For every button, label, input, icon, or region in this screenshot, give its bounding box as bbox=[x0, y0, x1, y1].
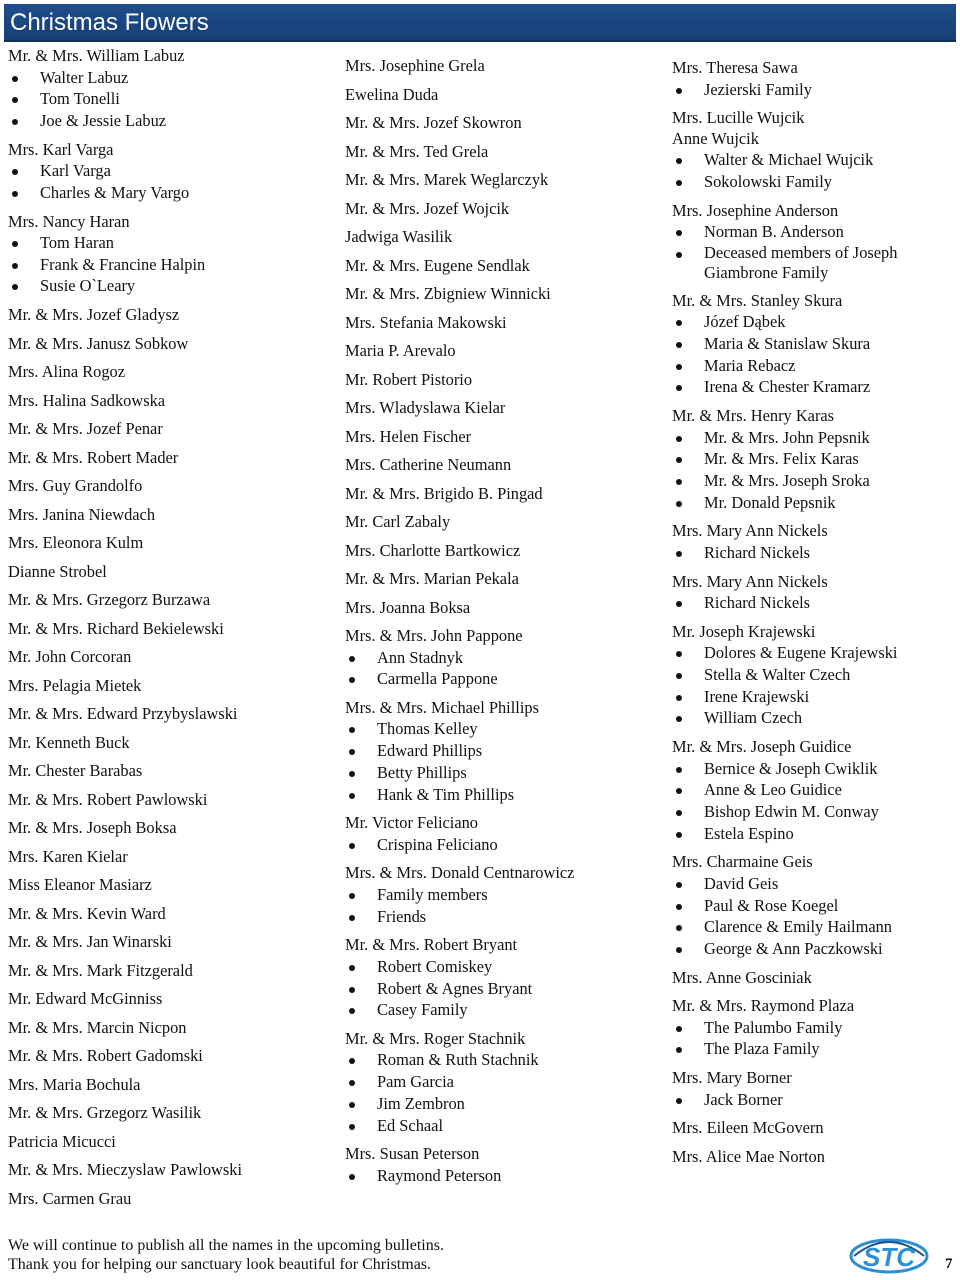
in-memory-of-name: David Geis bbox=[672, 873, 957, 895]
in-memory-of-name: Mr. & Mrs. Felix Karas bbox=[672, 448, 957, 470]
donor-entry bbox=[8, 419, 328, 440]
donor-entry bbox=[8, 790, 328, 811]
donor-name: Mrs. Janina Niewdach bbox=[8, 504, 156, 524]
in-memory-of-name: The Plaza Family bbox=[672, 1038, 957, 1060]
donor-name: Mr. & Mrs. Robert Mader bbox=[8, 447, 179, 467]
donor-entry bbox=[345, 370, 665, 391]
donor-entry bbox=[345, 626, 665, 690]
in-memory-of-name: Estela Espino bbox=[672, 823, 957, 845]
donor-entry bbox=[672, 1118, 957, 1139]
donor-name: Mr. & Mrs. Janusz Sobkow bbox=[8, 333, 189, 353]
in-memory-of-name: Anne & Leo Guidice bbox=[672, 779, 957, 801]
in-memory-of-list bbox=[8, 67, 328, 132]
donor-name: Ewelina Duda bbox=[345, 84, 439, 104]
donor-name: Mr. Chester Barabas bbox=[8, 761, 143, 781]
donor-entry bbox=[345, 512, 665, 533]
donor-name: Mr. & Mrs. Joseph Guidice bbox=[672, 737, 852, 757]
donor-name: Mr. & Mrs. Robert Gadomski bbox=[8, 1046, 203, 1066]
donor-name: Mrs. Maria Bochula bbox=[8, 1074, 141, 1094]
in-memory-of-list bbox=[672, 149, 957, 192]
in-memory-of-name: Family members bbox=[345, 884, 665, 906]
donor-entry bbox=[8, 932, 328, 953]
donor-entry bbox=[672, 622, 957, 729]
donor-entry bbox=[8, 362, 328, 383]
in-memory-of-name: Dolores & Eugene Krajewski bbox=[672, 642, 957, 664]
in-memory-of-name: The Palumbo Family bbox=[672, 1017, 957, 1039]
donor-name: Mrs. Catherine Neumann bbox=[345, 455, 512, 474]
donor-entry bbox=[345, 142, 665, 163]
in-memory-of-name: Richard Nickels bbox=[672, 542, 957, 564]
donor-name: Mrs. Halina Sadkowska bbox=[8, 390, 166, 410]
in-memory-of-list bbox=[672, 1089, 957, 1111]
donor-name: Mr. Edward McGinniss bbox=[8, 989, 163, 1009]
in-memory-of-name: Walter & Michael Wujcik bbox=[672, 149, 957, 171]
in-memory-of-name: Irena & Chester Kramarz bbox=[672, 376, 957, 398]
donor-name: Mr. & Mrs. Jozef Penar bbox=[8, 419, 163, 439]
donor-name: Mrs. Eleonora Kulm bbox=[8, 533, 144, 553]
donor-entry bbox=[8, 1103, 328, 1124]
donor-entry bbox=[672, 1147, 957, 1168]
in-memory-of-name: Tom Tonelli bbox=[8, 88, 328, 110]
donor-entry bbox=[672, 852, 957, 959]
donor-entry bbox=[672, 1068, 957, 1110]
donor-entry bbox=[345, 398, 665, 419]
footer-note bbox=[8, 1236, 444, 1274]
in-memory-of-name: Józef Dąbek bbox=[672, 311, 957, 333]
in-memory-of-name: Bishop Edwin M. Conway bbox=[672, 801, 957, 823]
donor-name: Mr. & Mrs. Marek Weglarczyk bbox=[345, 170, 549, 189]
stc-logo-icon bbox=[848, 1226, 930, 1276]
donor-name: Mrs. & Mrs. Michael Phillips bbox=[345, 697, 539, 717]
donor-entry bbox=[345, 341, 665, 362]
donor-name: Mr. & Mrs. Eugene Sendlak bbox=[345, 255, 530, 275]
donor-name: Mrs. Alina Rogoz bbox=[8, 362, 126, 382]
in-memory-of-name: Jezierski Family bbox=[672, 79, 957, 101]
donor-name: Dianne Strobel bbox=[8, 561, 107, 581]
donor-entry bbox=[345, 569, 665, 590]
footer-line-1: We will continue to publish all the names in the upcoming bulletins. bbox=[8, 1237, 444, 1254]
donor-entry bbox=[8, 391, 328, 412]
donor-entry bbox=[672, 406, 957, 513]
donor-name: Mrs. Nancy Haran bbox=[8, 211, 130, 231]
donor-name: Mr. & Mrs. Zbigniew Winnicki bbox=[345, 284, 551, 303]
donor-name: Mr. & Mrs. Joseph Boksa bbox=[8, 818, 177, 838]
donor-entry bbox=[345, 256, 665, 277]
donor-name: Mrs. Karl Varga bbox=[8, 139, 114, 159]
donor-name: Mr. & Mrs. Brigido B. Pingad bbox=[345, 483, 543, 503]
in-memory-of-name: Betty Phillips bbox=[345, 762, 665, 784]
in-memory-of-name: Tom Haran bbox=[8, 232, 328, 254]
donor-name: Mrs. Stefania Makowski bbox=[345, 312, 507, 332]
donor-name: Mrs. Charlotte Bartkowicz bbox=[345, 540, 521, 560]
donor-entry bbox=[672, 968, 957, 989]
donor-name: Mrs. Charmaine Geis bbox=[672, 852, 813, 872]
donor-entry bbox=[672, 58, 957, 100]
donor-entry bbox=[8, 334, 328, 355]
donor-name: Mrs. Helen Fischer bbox=[345, 426, 472, 446]
donor-entry bbox=[345, 455, 665, 476]
donor-name: Mr. & Mrs. Mark Fitzgerald bbox=[8, 960, 193, 980]
donor-name: Miss Eleanor Masiarz bbox=[8, 875, 152, 895]
in-memory-of-list bbox=[672, 221, 957, 283]
donor-entry bbox=[672, 572, 957, 614]
donor-name: Mrs. Guy Grandolfo bbox=[8, 476, 143, 496]
donor-entry bbox=[8, 761, 328, 782]
donor-entry bbox=[345, 935, 665, 1021]
donor-entry bbox=[8, 961, 328, 982]
in-memory-of-name: Jim Zembron bbox=[345, 1093, 665, 1115]
donor-entry bbox=[345, 284, 665, 305]
donor-name: Mrs. Joanna Boksa bbox=[345, 597, 471, 617]
in-memory-of-name: Deceased members of Joseph Giambrone Family bbox=[672, 243, 957, 283]
donor-entry bbox=[345, 863, 665, 927]
donor-entry bbox=[345, 541, 665, 562]
in-memory-of-name: Mr. & Mrs. John Pepsnik bbox=[672, 427, 957, 449]
logo-text: STC bbox=[863, 1242, 915, 1272]
donor-entry bbox=[672, 521, 957, 563]
donor-entry bbox=[8, 448, 328, 469]
in-memory-of-name: Pam Garcia bbox=[345, 1071, 665, 1093]
donor-name: Mrs. & Mrs. John Pappone bbox=[345, 626, 523, 645]
in-memory-of-name: Walter Labuz bbox=[8, 67, 328, 89]
donor-entry bbox=[8, 904, 328, 925]
in-memory-of-list bbox=[8, 232, 328, 297]
donor-entry bbox=[8, 476, 328, 497]
donor-name: Mr. & Mrs. Grzegorz Wasilik bbox=[8, 1103, 202, 1123]
donor-entry bbox=[8, 1075, 328, 1096]
names-column-2 bbox=[345, 56, 665, 1194]
page-number: 7 bbox=[945, 1256, 953, 1272]
donor-name: Patricia Micucci bbox=[8, 1131, 116, 1151]
donor-name: Mr. Kenneth Buck bbox=[8, 732, 130, 752]
donor-name: Mr. & Mrs. Stanley Skura bbox=[672, 290, 843, 310]
donor-entry bbox=[345, 113, 665, 134]
donor-name: Mr. & Mrs. Henry Karas bbox=[672, 406, 835, 426]
in-memory-of-name: Jack Borner bbox=[672, 1089, 957, 1111]
in-memory-of-list bbox=[672, 542, 957, 564]
in-memory-of-name: Casey Family bbox=[345, 999, 665, 1021]
in-memory-of-name: George & Ann Paczkowski bbox=[672, 938, 957, 960]
in-memory-of-list bbox=[672, 79, 957, 101]
donor-name: Mrs. Lucille Wujcik bbox=[672, 108, 805, 128]
donor-entry bbox=[8, 1132, 328, 1153]
donor-name: Mr. & Mrs. Roger Stachnik bbox=[345, 1028, 526, 1048]
donor-name: Mr. & Mrs. Edward Przybyslawski bbox=[8, 704, 238, 724]
in-memory-of-name: Maria Rebacz bbox=[672, 355, 957, 377]
in-memory-of-list bbox=[672, 427, 957, 514]
donor-name: Mrs. Wladyslawa Kielar bbox=[345, 398, 506, 417]
donor-entry bbox=[8, 818, 328, 839]
footer-line-2: Thank you for helping our sanctuary look beautiful for Christmas. bbox=[8, 1256, 432, 1273]
donor-entry bbox=[345, 598, 665, 619]
donor-entry bbox=[345, 170, 665, 191]
donor-name: Maria P. Arevalo bbox=[345, 341, 456, 360]
in-memory-of-name: Irene Krajewski bbox=[672, 686, 957, 708]
donor-name: Mr. Joseph Krajewski bbox=[672, 621, 816, 641]
donor-name: Mr. & Mrs. Ted Grela bbox=[345, 141, 489, 161]
in-memory-of-name: William Czech bbox=[672, 707, 957, 729]
donor-entry bbox=[8, 46, 328, 132]
in-memory-of-list bbox=[345, 718, 665, 805]
in-memory-of-name: Mr. & Mrs. Joseph Sroka bbox=[672, 470, 957, 492]
donor-entry bbox=[8, 562, 328, 583]
donor-name: Mrs. Mary Borner bbox=[672, 1068, 792, 1088]
donor-name: Mrs. Pelagia Mietek bbox=[8, 675, 142, 695]
donor-entry bbox=[8, 1160, 328, 1181]
donor-name: Mrs. Susan Peterson bbox=[345, 1144, 480, 1164]
donor-entry bbox=[345, 813, 665, 855]
donor-name: Mr. & Mrs. Jozef Skowron bbox=[345, 113, 522, 132]
in-memory-of-list bbox=[8, 160, 328, 203]
donor-name: Mr. & Mrs. William Labuz bbox=[8, 46, 185, 65]
in-memory-of-list bbox=[672, 873, 957, 960]
donor-entry bbox=[8, 1189, 328, 1210]
donor-entry bbox=[8, 1018, 328, 1039]
donor-name: Mr. & Mrs. Jozef Wojcik bbox=[345, 198, 510, 218]
donor-name: Mrs. Alice Mae Norton bbox=[672, 1146, 825, 1166]
donor-name: Mr. & Mrs. Marcin Nicpon bbox=[8, 1017, 187, 1037]
in-memory-of-name: Karl Varga bbox=[8, 160, 328, 182]
donor-entry bbox=[8, 733, 328, 754]
in-memory-of-list bbox=[345, 834, 665, 856]
donor-entry bbox=[8, 533, 328, 554]
donor-name-second: Anne Wujcik bbox=[672, 128, 759, 148]
in-memory-of-name: Paul & Rose Koegel bbox=[672, 895, 957, 917]
donor-entry bbox=[345, 56, 665, 77]
donor-name: Mrs. Eileen McGovern bbox=[672, 1118, 824, 1138]
donor-entry bbox=[8, 1046, 328, 1067]
in-memory-of-name: Edward Phillips bbox=[345, 740, 665, 762]
donor-name: Mrs. Theresa Sawa bbox=[672, 58, 798, 77]
page-title: Christmas Flowers bbox=[10, 9, 209, 36]
in-memory-of-name: Frank & Francine Halpin bbox=[8, 254, 328, 276]
donor-entry bbox=[8, 140, 328, 204]
in-memory-of-name: Friends bbox=[345, 906, 665, 928]
donor-name: Mr. & Mrs. Jan Winarski bbox=[8, 932, 172, 952]
donor-name: Mrs. Mary Ann Nickels bbox=[672, 571, 828, 591]
donor-name: Mr. & Mrs. Marian Pekala bbox=[345, 569, 519, 588]
in-memory-of-list bbox=[345, 956, 665, 1021]
donor-entry bbox=[345, 313, 665, 334]
donor-name: Mr. & Mrs. Grzegorz Burzawa bbox=[8, 590, 211, 610]
donor-entry bbox=[672, 291, 957, 398]
donor-entry bbox=[8, 676, 328, 697]
in-memory-of-list bbox=[672, 642, 957, 729]
in-memory-of-name: Roman & Ruth Stachnik bbox=[345, 1049, 665, 1071]
donor-name: Jadwiga Wasilik bbox=[345, 227, 453, 246]
in-memory-of-name: Carmella Pappone bbox=[345, 668, 665, 690]
donor-name: Mr. Victor Feliciano bbox=[345, 813, 479, 833]
in-memory-of-name: Thomas Kelley bbox=[345, 718, 665, 740]
donor-entry bbox=[8, 989, 328, 1010]
donor-name: Mr. & Mrs. Richard Bekielewski bbox=[8, 618, 224, 638]
donor-name: Mr. Carl Zabaly bbox=[345, 512, 451, 531]
in-memory-of-name: Bernice & Joseph Cwiklik bbox=[672, 758, 957, 780]
donor-entry bbox=[8, 704, 328, 725]
in-memory-of-name: Richard Nickels bbox=[672, 592, 957, 614]
in-memory-of-name: Raymond Peterson bbox=[345, 1165, 665, 1187]
donor-name: Mr. & Mrs. Kevin Ward bbox=[8, 903, 166, 923]
in-memory-of-list bbox=[672, 758, 957, 845]
in-memory-of-name: Norman B. Anderson bbox=[672, 221, 957, 243]
donor-entry bbox=[8, 619, 328, 640]
donor-name: Mr. John Corcoran bbox=[8, 647, 132, 667]
in-memory-of-name: Maria & Stanislaw Skura bbox=[672, 333, 957, 355]
in-memory-of-list bbox=[345, 1049, 665, 1136]
donor-entry bbox=[8, 847, 328, 868]
donor-name: Mr. & Mrs. Raymond Plaza bbox=[672, 996, 855, 1016]
in-memory-of-list bbox=[672, 1017, 957, 1060]
donor-entry bbox=[8, 212, 328, 298]
donor-entry bbox=[8, 647, 328, 668]
donor-entry bbox=[8, 305, 328, 326]
in-memory-of-name: Charles & Mary Vargo bbox=[8, 182, 328, 204]
donor-entry bbox=[8, 590, 328, 611]
in-memory-of-name: Stella & Walter Czech bbox=[672, 664, 957, 686]
in-memory-of-name: Ed Schaal bbox=[345, 1115, 665, 1137]
in-memory-of-name: Robert & Agnes Bryant bbox=[345, 978, 665, 1000]
donor-entry bbox=[345, 427, 665, 448]
in-memory-of-name: Sokolowski Family bbox=[672, 171, 957, 193]
donor-name: Mrs. & Mrs. Donald Centnarowicz bbox=[345, 863, 575, 883]
in-memory-of-list bbox=[672, 592, 957, 614]
donor-entry bbox=[345, 227, 665, 248]
donor-entry bbox=[345, 85, 665, 106]
donor-name: Mrs. Carmen Grau bbox=[8, 1188, 132, 1208]
donor-entry bbox=[8, 505, 328, 526]
donor-entry bbox=[672, 108, 957, 192]
donor-name: Mrs. Josephine Anderson bbox=[672, 200, 839, 220]
donor-entry bbox=[8, 875, 328, 896]
in-memory-of-list bbox=[345, 647, 665, 690]
donor-name: Mr. & Mrs. Robert Pawlowski bbox=[8, 789, 208, 809]
donor-entry bbox=[672, 996, 957, 1060]
donor-entry bbox=[672, 201, 957, 283]
in-memory-of-name: Crispina Feliciano bbox=[345, 834, 665, 856]
donor-entry bbox=[345, 199, 665, 220]
names-column-3 bbox=[672, 58, 957, 1175]
donor-entry bbox=[345, 1029, 665, 1136]
in-memory-of-name: Ann Stadnyk bbox=[345, 647, 665, 669]
donor-name: Mr. & Mrs. Mieczyslaw Pawlowski bbox=[8, 1160, 243, 1180]
donor-name: Mrs. Anne Gosciniak bbox=[672, 967, 812, 987]
donor-name: Mrs. Karen Kielar bbox=[8, 846, 128, 866]
in-memory-of-list bbox=[345, 884, 665, 927]
in-memory-of-name: Hank & Tim Phillips bbox=[345, 784, 665, 806]
in-memory-of-list bbox=[672, 311, 957, 398]
page-header bbox=[4, 4, 956, 42]
donor-name: Mr. & Mrs. Jozef Gladysz bbox=[8, 305, 180, 325]
donor-entry bbox=[345, 484, 665, 505]
in-memory-of-name: Clarence & Emily Hailmann bbox=[672, 916, 957, 938]
names-column-1 bbox=[8, 46, 328, 1217]
in-memory-of-name: Robert Comiskey bbox=[345, 956, 665, 978]
donor-name: Mrs. Josephine Grela bbox=[345, 56, 485, 75]
in-memory-of-name: Joe & Jessie Labuz bbox=[8, 110, 328, 132]
donor-name: Mrs. Mary Ann Nickels bbox=[672, 521, 828, 541]
donor-entry bbox=[345, 698, 665, 805]
donor-entry bbox=[672, 737, 957, 844]
in-memory-of-name: Mr. Donald Pepsnik bbox=[672, 492, 957, 514]
in-memory-of-list bbox=[345, 1165, 665, 1187]
in-memory-of-name: Susie O`Leary bbox=[8, 275, 328, 297]
donor-name: Mr. & Mrs. Robert Bryant bbox=[345, 935, 518, 955]
donor-name: Mr. Robert Pistorio bbox=[345, 369, 473, 389]
donor-entry bbox=[345, 1144, 665, 1186]
